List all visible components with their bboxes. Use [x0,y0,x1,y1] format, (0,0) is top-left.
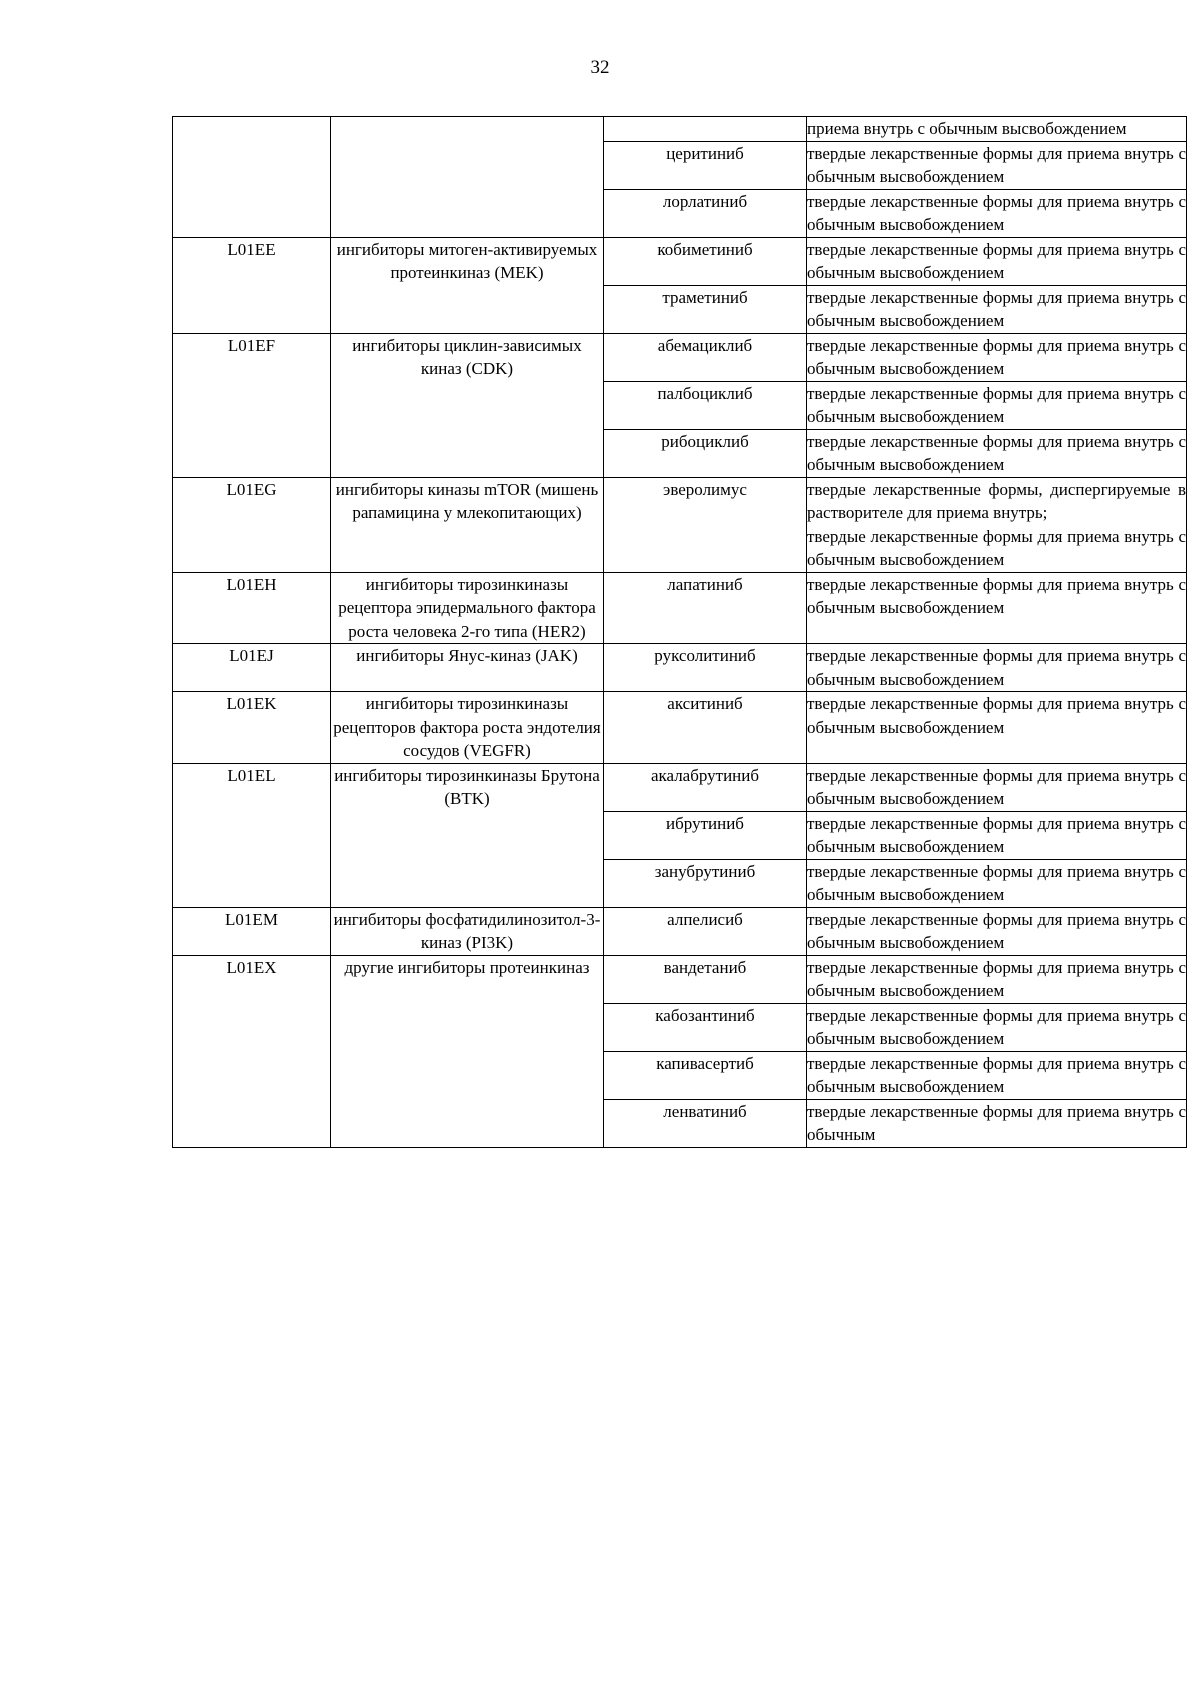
table-row [173,117,1187,142]
dosage-form-cell [807,381,1187,429]
dosage-form-cell [807,644,1187,692]
pharmacological-group-cell: ингибиторы митоген-активируемых протеинкиназ (MEK) [331,237,604,333]
dosage-form-cell [807,189,1187,237]
drug-name-cell: акалабрутиниб [604,763,807,811]
dosage-form-text: приема внутрь с обычным высвобождением [807,119,1127,138]
pharmacological-group-cell: ингибиторы тирозинкиназы Брутона (BTK) [331,763,604,907]
atc-code-cell: L01EF [173,333,331,477]
drug-name-cell: капивасертиб [604,1051,807,1099]
drug-name-cell: абемациклиб [604,333,807,381]
atc-code-cell [173,117,331,238]
pharmacological-group-cell [331,117,604,238]
dosage-form-text: твердые лекарственные формы для приема внутрь с обычным высвобождением [807,957,1186,1000]
atc-code-cell: L01EX [173,955,331,1147]
dosage-form-text: твердые лекарственные формы для приема внутрь с обычным высвобождением [807,335,1186,378]
dosage-form-text: твердые лекарственные формы для приема внутрь с обычным [807,1101,1186,1144]
dosage-form-cell [807,811,1187,859]
table-row [173,333,1187,381]
drug-name-cell: вандетаниб [604,955,807,1003]
drug-name-cell: палбоциклиб [604,381,807,429]
dosage-form-cell [807,285,1187,333]
pharmacological-group-cell: другие ингибиторы протеинкиназ [331,955,604,1147]
atc-code-cell: L01EK [173,692,331,764]
dosage-form-text: твердые лекарственные формы для приема внутрь с обычным высвобождением [807,239,1186,282]
atc-code-cell: L01EJ [173,644,331,692]
drug-classification-table [172,116,1187,1148]
dosage-form-cell [807,1051,1187,1099]
drug-name-cell: траметиниб [604,285,807,333]
dosage-form-text: твердые лекарственные формы, диспергируемые в растворителе для приема внутрь; [807,479,1186,522]
dosage-form-cell [807,955,1187,1003]
dosage-form-text: твердые лекарственные формы для приема внутрь с обычным высвобождением [807,431,1186,474]
pharmacological-group-cell: ингибиторы Янус-киназ (JAK) [331,644,604,692]
drug-name-cell: кобиметиниб [604,237,807,285]
drug-name-cell: церитиниб [604,141,807,189]
dosage-form-cell [807,117,1187,142]
dosage-form-text: твердые лекарственные формы для приема внутрь с обычным высвобождением [807,861,1186,904]
drug-name-cell: алпелисиб [604,907,807,955]
dosage-form-cell [807,237,1187,285]
pharmacological-group-cell: ингибиторы киназы mTOR (мишень рапамицина у млекопитающих) [331,477,604,572]
dosage-form-cell [807,1099,1187,1147]
atc-code-cell: L01EL [173,763,331,907]
dosage-form-cell [807,333,1187,381]
table-row [173,955,1187,1003]
atc-code-cell: L01EE [173,237,331,333]
dosage-form-cell [807,1003,1187,1051]
dosage-form-text: твердые лекарственные формы для приема внутрь с обычным высвобождением [807,574,1186,617]
dosage-form-text: твердые лекарственные формы для приема внутрь с обычным высвобождением [807,694,1186,737]
dosage-form-text: твердые лекарственные формы для приема внутрь с обычным высвобождением [807,383,1186,426]
table-body [173,117,1187,1148]
dosage-form-cell [807,907,1187,955]
drug-name-cell: эверолимус [604,477,807,572]
dosage-form-cell [807,477,1187,572]
drug-name-cell: занубрутиниб [604,859,807,907]
dosage-form-cell [807,141,1187,189]
dosage-form-cell [807,763,1187,811]
dosage-form-text: твердые лекарственные формы для приема внутрь с обычным высвобождением [807,1005,1186,1048]
pharmacological-group-cell: ингибиторы тирозинкиназы рецепторов фактора роста эндотелия сосудов (VEGFR) [331,692,604,764]
drug-name-cell: руксолитиниб [604,644,807,692]
dosage-form-text: твердые лекарственные формы для приема внутрь с обычным высвобождением [807,526,1186,569]
drug-name-cell: кабозантиниб [604,1003,807,1051]
pharmacological-group-cell: ингибиторы тирозинкиназы рецептора эпидермального фактора роста человека 2-го типа (HER2) [331,572,604,644]
dosage-form-cell [807,572,1187,644]
drug-name-cell [604,117,807,142]
dosage-form-text: твердые лекарственные формы для приема внутрь с обычным высвобождением [807,287,1186,330]
drug-name-cell: лорлатиниб [604,189,807,237]
pharmacological-group-cell: ингибиторы фосфатидилинозитол-3-киназ (PI3K) [331,907,604,955]
dosage-form-cell [807,859,1187,907]
drug-name-cell: лапатиниб [604,572,807,644]
dosage-form-text: твердые лекарственные формы для приема внутрь с обычным высвобождением [807,646,1186,689]
dosage-form-cell [807,429,1187,477]
dosage-form-text: твердые лекарственные формы для приема внутрь с обычным высвобождением [807,765,1186,808]
table-row [173,692,1187,764]
table-row [173,237,1187,285]
dosage-form-text: твердые лекарственные формы для приема внутрь с обычным высвобождением [807,1053,1186,1096]
dosage-form-text: твердые лекарственные формы для приема внутрь с обычным высвобождением [807,813,1186,856]
dosage-form-text: твердые лекарственные формы для приема внутрь с обычным высвобождением [807,909,1186,952]
table-row [173,907,1187,955]
table-row [173,763,1187,811]
page-number: 32 [590,57,610,78]
pharmacological-group-cell: ингибиторы циклин-зависимых киназ (CDK) [331,333,604,477]
table-row [173,572,1187,644]
table-row [173,644,1187,692]
atc-code-cell: L01EM [173,907,331,955]
drug-name-cell: ленватиниб [604,1099,807,1147]
drug-name-cell: акситиниб [604,692,807,764]
drug-name-cell: рибоциклиб [604,429,807,477]
atc-code-cell: L01EH [173,572,331,644]
dosage-form-text: твердые лекарственные формы для приема внутрь с обычным высвобождением [807,191,1186,234]
dosage-form-text: твердые лекарственные формы для приема внутрь с обычным высвобождением [807,143,1186,186]
drug-name-cell: ибрутиниб [604,811,807,859]
atc-code-cell: L01EG [173,477,331,572]
dosage-form-cell [807,692,1187,764]
table-row [173,477,1187,572]
